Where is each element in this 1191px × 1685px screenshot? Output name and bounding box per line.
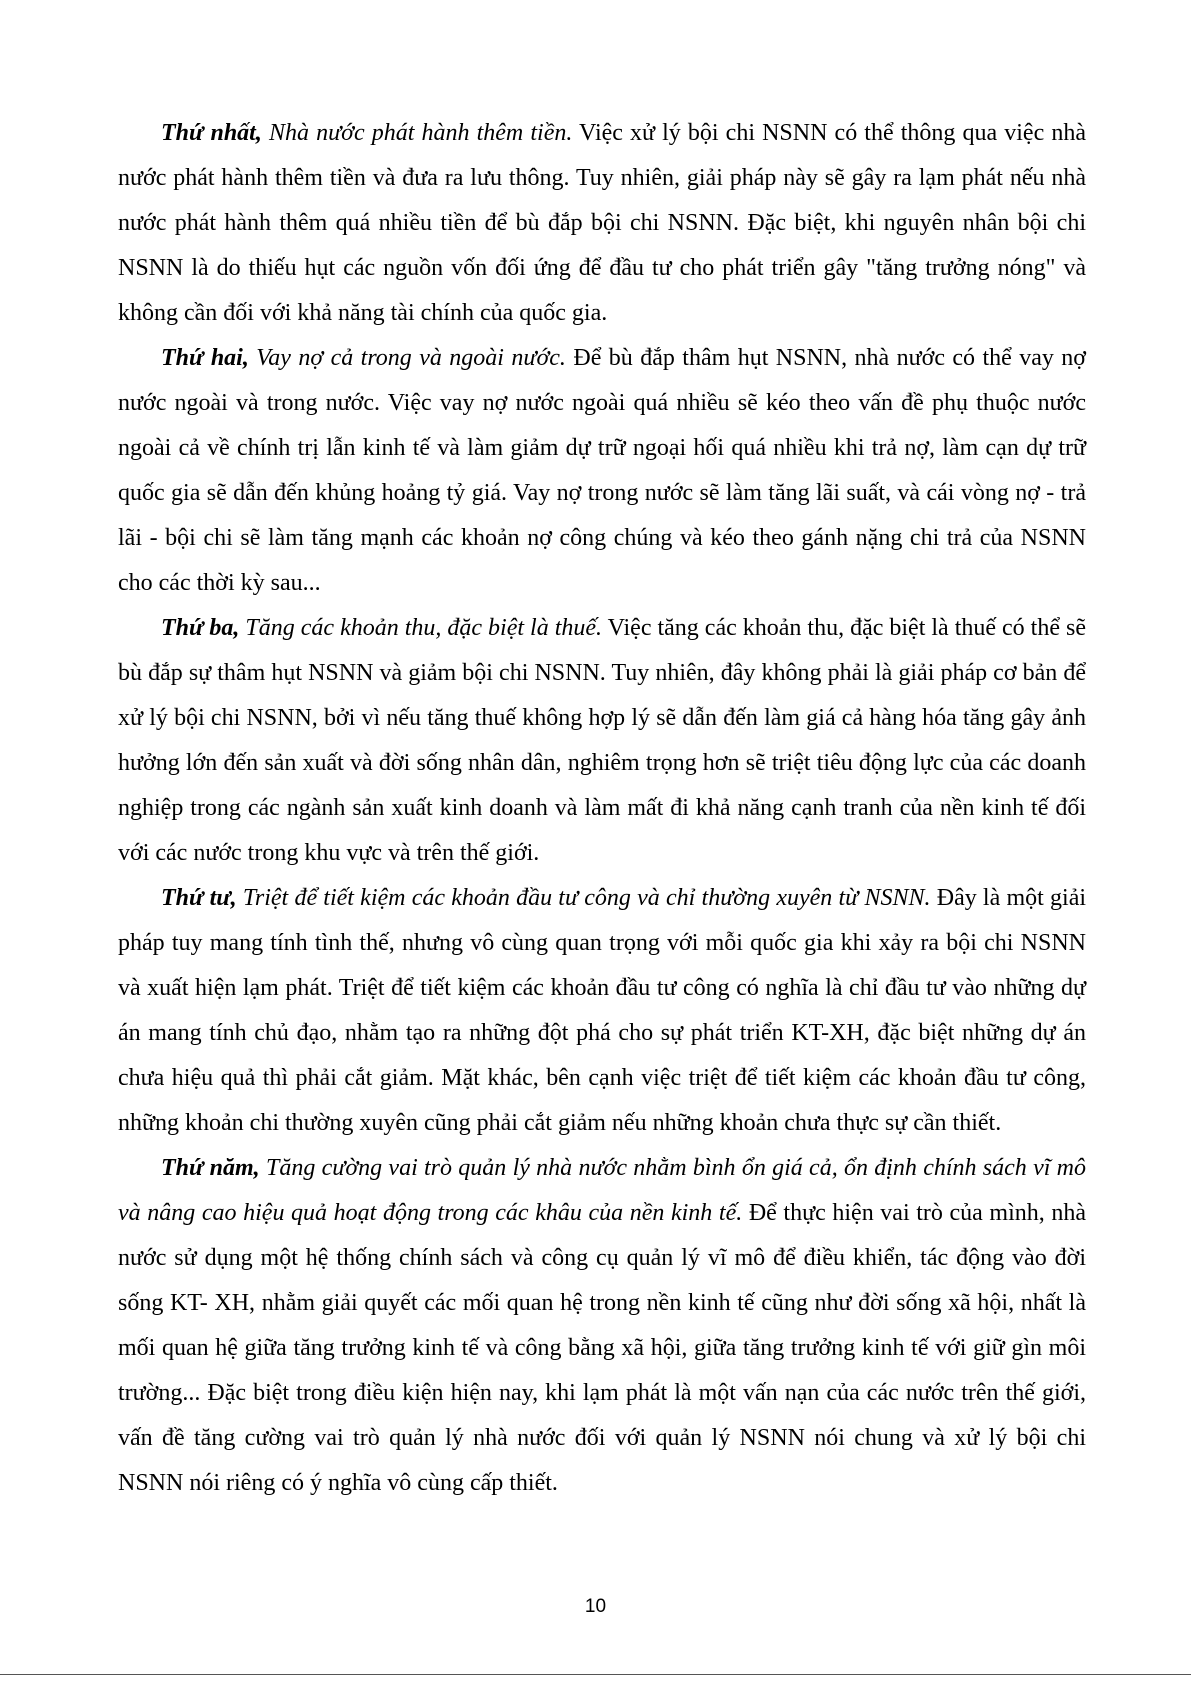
- paragraph-heading: Nhà nước phát hành thêm tiền.: [268, 120, 573, 146]
- paragraph-lead: Thứ tư,: [161, 885, 237, 911]
- paragraph-lead: Thứ ba,: [161, 615, 240, 641]
- paragraph-body: Để bù đắp thâm hụt NSNN, nhà nước có thể vay nợ nước ngoài và trong nước. Việc vay nợ nước ngoài quá nhiều sẽ kéo theo vấn đề phụ thuộc nước ngoài cả về chính trị lẫn kinh tế và làm giảm dự trữ ngoại hối quá nhiều khi trả nợ, làm cạn dự trữ quốc gia sẽ dẫn đến khủng hoảng tỷ giá. Vay nợ trong nước sẽ làm tăng lãi suất, và cái vòng nợ - trả lãi - bội chi sẽ làm tăng mạnh các khoản nợ công chúng và kéo theo gánh nặng chi trả của NSNN cho các thời kỳ sau...: [118, 345, 1086, 596]
- paragraph-fourth: [118, 876, 1086, 1146]
- paragraph-heading: Triệt để tiết kiệm các khoản đầu tư công và chỉ thường xuyên từ NSNN.: [242, 885, 931, 911]
- paragraph-second: [118, 336, 1086, 606]
- paragraph-body: Để thực hiện vai trò của mình, nhà nước sử dụng một hệ thống chính sách và công cụ quản lý vĩ mô để điều khiển, tác động vào đời sống KT- XH, nhằm giải quyết các mối quan hệ trong nền kinh tế cũng như đời sống xã hội, nhất là mối quan hệ giữa tăng trưởng kinh tế và công bằng xã hội, giữa tăng trưởng kinh tế với giữ gìn môi trường... Đặc biệt trong điều kiện hiện nay, khi lạm phát là một vấn nạn của các nước trên thế giới, vấn đề tăng cường vai trò quản lý nhà nước đối với quản lý NSNN nói chung và xử lý bội chi NSNN nói riêng có ý nghĩa vô cùng cấp thiết.: [118, 1200, 1087, 1496]
- paragraph-fifth: [118, 1146, 1086, 1506]
- bottom-divider: [0, 1674, 1191, 1675]
- paragraph-lead: Thứ nhất,: [161, 120, 262, 146]
- paragraph-heading: Tăng cường vai trò quản lý nhà nước nhằm bình ổn giá cả, ổn định chính sách vĩ mô và nâng cao hiệu quả hoạt động trong các khâu của nền kinh tế.: [118, 1155, 1086, 1226]
- paragraph-lead: Thứ hai,: [161, 345, 249, 371]
- page-content: [118, 111, 1086, 1506]
- paragraph-body: Việc xử lý bội chi NSNN có thể thông qua việc nhà nước phát hành thêm tiền và đưa ra lưu thông. Tuy nhiên, giải pháp này sẽ gây ra lạm phát nếu nhà nước phát hành thêm quá nhiều tiền để bù đắp bội chi NSNN. Đặc biệt, khi nguyên nhân bội chi NSNN là do thiếu hụt các nguồn vốn đối ứng để đầu tư cho phát triển gây "tăng trưởng nóng" và không cần đối với khả năng tài chính của quốc gia.: [118, 120, 1086, 326]
- paragraph-heading: Vay nợ cả trong và ngoài nước.: [256, 345, 566, 371]
- paragraph-first: [118, 111, 1086, 336]
- paragraph-heading: Tăng các khoản thu, đặc biệt là thuế.: [245, 615, 603, 641]
- paragraph-third: [118, 606, 1086, 876]
- page-number: 10: [584, 1596, 607, 1617]
- paragraph-body: Đây là một giải pháp tuy mang tính tình thế, nhưng vô cùng quan trọng với mỗi quốc gia khi xảy ra bội chi NSNN và xuất hiện lạm phát. Triệt để tiết kiệm các khoản đầu tư công có nghĩa là chỉ đầu tư vào những dự án mang tính chủ đạo, nhằm tạo ra những đột phá cho sự phát triển KT-XH, đặc biệt những dự án chưa hiệu quả thì phải cắt giảm. Mặt khác, bên cạnh việc triệt để tiết kiệm các khoản đầu tư công, những khoản chi thường xuyên cũng phải cắt giảm nếu những khoản chưa thực sự cần thiết.: [118, 885, 1087, 1136]
- paragraph-lead: Thứ năm,: [161, 1155, 260, 1181]
- paragraph-body: Việc tăng các khoản thu, đặc biệt là thuế có thể sẽ bù đắp sự thâm hụt NSNN và giảm bội chi NSNN. Tuy nhiên, đây không phải là giải pháp cơ bản để xử lý bội chi NSNN, bởi vì nếu tăng thuế không hợp lý sẽ dẫn đến làm giá cả hàng hóa tăng gây ảnh hưởng lớn đến sản xuất và đời sống nhân dân, nghiêm trọng hơn sẽ triệt tiêu động lực của các doanh nghiệp trong các ngành sản xuất kinh doanh và làm mất đi khả năng cạnh tranh của nền kinh tế đối với các nước trong khu vực và trên thế giới.: [118, 615, 1087, 866]
